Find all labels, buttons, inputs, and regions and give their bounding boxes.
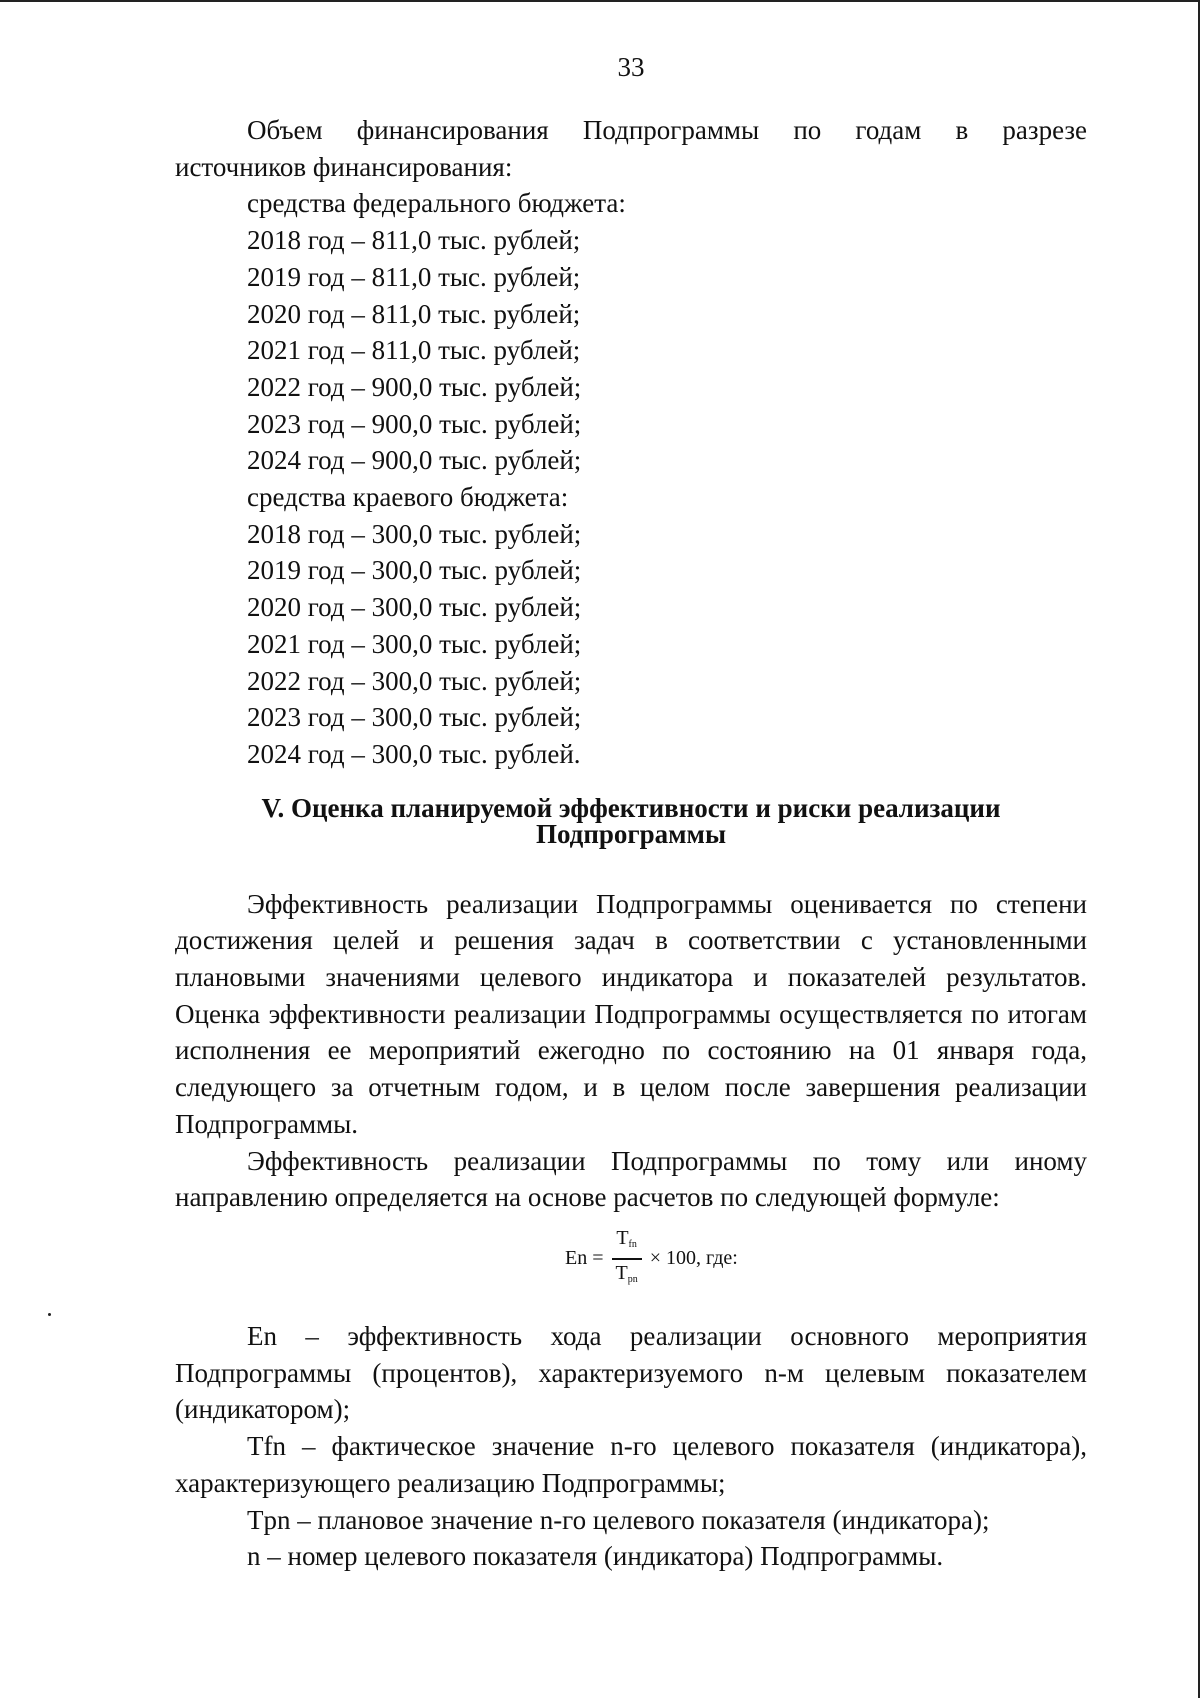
- federal-budget-item: 2021 год – 811,0 тыс. рублей;: [247, 335, 581, 366]
- federal-budget-item: 2024 год – 900,0 тыс. рублей;: [247, 445, 582, 476]
- definition-en: En – эффективность хода реализации основного мероприятия Подпрограммы (процентов), характеризуемого n-м целевым показателем (индикатором);: [175, 1320, 1087, 1425]
- definition-n: n – номер целевого показателя (индикатора) Подпрограммы.: [247, 1541, 944, 1572]
- regional-budget-item: 2022 год – 300,0 тыс. рублей;: [247, 665, 582, 696]
- section-v-title-line-2: Подпрограммы: [535, 818, 727, 849]
- intro-word: в: [955, 115, 969, 145]
- federal-budget-item: 2018 год – 811,0 тыс. рублей;: [247, 225, 581, 256]
- section-v-heading: [175, 792, 1087, 849]
- regional-budget-item: 2023 год – 300,0 тыс. рублей;: [247, 702, 582, 733]
- intro-word: Подпрограммы: [582, 115, 760, 145]
- denominator-symbol: T: [615, 1261, 628, 1284]
- regional-budget-item: 2018 год – 300,0 тыс. рублей;: [247, 518, 582, 549]
- regional-budget-item: 2024 год – 300,0 тыс. рублей.: [247, 738, 581, 769]
- numerator-subscript: fn: [628, 1239, 637, 1251]
- federal-budget-item: 2022 год – 900,0 тыс. рублей;: [247, 371, 582, 402]
- federal-budget-item: 2020 год – 811,0 тыс. рублей;: [247, 298, 581, 329]
- formula-numerator: [612, 1225, 641, 1258]
- scan-border-top: [0, 0, 1200, 2]
- definition-tpn: Tpn – плановое значение n-го целевого показателя (индикатора);: [247, 1504, 990, 1535]
- formula-denominator: [612, 1260, 642, 1293]
- definition-tfn: Tfn – фактическое значение n-го целевого показателя (индикатора), характеризующего реализацию Подпрограммы;: [175, 1431, 1087, 1498]
- intro-word: финансирования: [356, 115, 549, 145]
- page-number: 33: [617, 52, 645, 82]
- intro-word: Объем: [247, 115, 323, 145]
- formula-rhs: × 100, где:: [649, 1247, 738, 1270]
- formula-block: [175, 1220, 1087, 1298]
- scan-artifact-dot: [48, 1313, 51, 1316]
- intro-word: по: [793, 115, 822, 145]
- formula-fraction: [612, 1225, 642, 1293]
- funding-intro-line-1: [175, 112, 1087, 149]
- federal-budget-item: 2019 год – 811,0 тыс. рублей;: [247, 261, 581, 292]
- intro-word: разрезе: [1002, 115, 1088, 145]
- regional-budget-item: 2021 год – 300,0 тыс. рублей;: [247, 628, 582, 659]
- formula-intro-paragraph: Эффективность реализации Подпрограммы по тому или иному направлению определяется на основе расчетов по следующей формуле:: [175, 1145, 1087, 1213]
- regional-budget-item: 2020 год – 300,0 тыс. рублей;: [247, 592, 582, 623]
- federal-budget-item: 2023 год – 900,0 тыс. рублей;: [247, 408, 582, 439]
- regional-budget-item: 2019 год – 300,0 тыс. рублей;: [247, 555, 582, 586]
- section-v-title-line-1: V. Оценка планируемой эффективности и риски реализации: [261, 792, 1001, 823]
- numerator-symbol: T: [616, 1227, 629, 1250]
- document-page: [175, 50, 1087, 1575]
- funding-intro-line-2: источников финансирования:: [175, 151, 513, 182]
- formula-lhs: En =: [565, 1247, 604, 1270]
- intro-word: годам: [855, 115, 922, 145]
- federal-budget-heading: средства федерального бюджета:: [247, 188, 626, 219]
- regional-budget-heading: средства краевого бюджета:: [247, 482, 569, 513]
- effectiveness-paragraph: Эффективность реализации Подпрограммы оценивается по степени достижения целей и решения задач в соответствии с установленными плановыми значениями целевого индикатора и показателей результатов. Оценка эффективности реализации Подпрограммы осуществляется по итогам исполнения ее мероприятий ежегодно по состоянию на 01 января года, следующего за отчетным годом, и в целом после завершения реализации Подпрограммы.: [175, 888, 1087, 1139]
- efficiency-formula: [565, 1220, 738, 1298]
- denominator-subscript: pn: [627, 1273, 638, 1285]
